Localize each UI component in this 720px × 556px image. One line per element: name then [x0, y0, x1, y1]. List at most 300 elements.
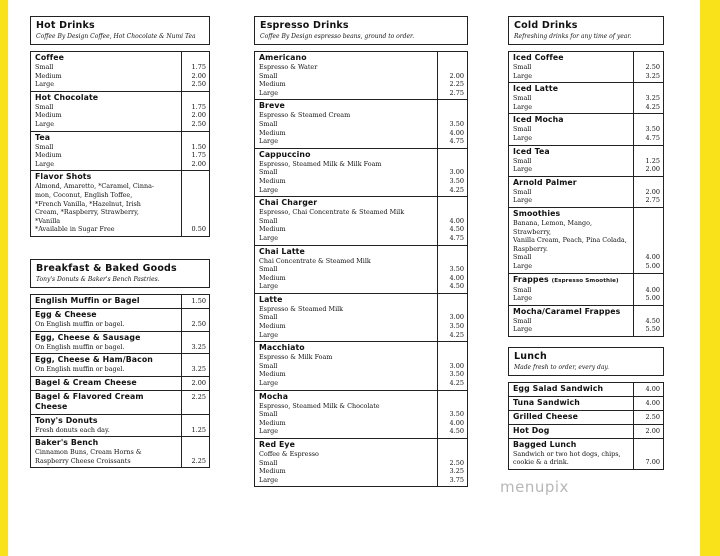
menu-item [509, 396, 663, 410]
menu-item-price: 1.50 [191, 142, 206, 151]
menu-item-name [513, 115, 629, 125]
menu-item-name [35, 378, 177, 388]
breakfast-list [30, 294, 210, 469]
menu-item-name-text: Iced Coffee [513, 53, 564, 62]
menu-item-price: 4.00 [645, 385, 660, 394]
menu-item-name [259, 101, 433, 111]
menu-item-name-text: Red Eye [259, 440, 295, 449]
menu-item-line: Small [513, 63, 532, 71]
menu-item-line: Medium [259, 128, 286, 137]
section-description: Coffee By Design espresso beans, ground to order. [260, 33, 415, 40]
menu-item-line: Large [259, 427, 278, 436]
menu-item-line: Large [259, 185, 278, 194]
menu-item-line: Medium [35, 151, 62, 160]
menu-item-line: On English muffin or bagel. [35, 319, 125, 328]
menu-item [509, 410, 663, 424]
menu-item-info [255, 439, 437, 486]
menu-item-line: Large [35, 159, 54, 168]
menu-item [255, 148, 467, 196]
menu-item-price: 4.75 [645, 133, 660, 142]
menu-item-line: Medium [259, 176, 286, 185]
menu-item-prices [437, 342, 467, 389]
menu-item-price: 1.75 [191, 151, 206, 160]
menu-item-info [31, 415, 181, 437]
menu-item-price: 3.25 [191, 365, 206, 374]
menu-item-line: Small [259, 168, 278, 177]
menu-item-info [509, 383, 633, 396]
menu-item-price: 4.25 [449, 185, 464, 194]
menu-item-line: Large [513, 261, 532, 270]
menu-item-price: 2.50 [191, 319, 206, 328]
menu-item-info [31, 309, 181, 331]
menu-item-price: 4.00 [449, 418, 464, 427]
menu-item-info [255, 246, 437, 293]
menu-item-name [35, 333, 177, 343]
menu-item-info [31, 437, 181, 467]
menu-item-line: Raspberry Cheese Croissants [35, 456, 131, 465]
menu-item-info [509, 274, 633, 305]
breakfast-header [30, 259, 210, 288]
menu-item-prices [181, 295, 209, 308]
menu-item-name [259, 392, 433, 402]
menu-item-line: Large [513, 133, 532, 142]
menu-item-prices [437, 246, 467, 293]
column-right [508, 16, 664, 470]
menu-item-price: 2.00 [191, 378, 206, 387]
menu-item-description: Espresso & Milk Foam [259, 353, 333, 362]
menu-item-price: 4.75 [449, 137, 464, 146]
menu-item-prices [181, 52, 209, 91]
menu-item [255, 245, 467, 293]
menu-item-name-text: Tuna Sandwich [513, 397, 580, 407]
menu-item-price: 4.50 [449, 427, 464, 436]
menu-item-info [255, 149, 437, 196]
menu-item-description: Chai Concentrate & Steamed Milk [259, 256, 371, 265]
menu-item-price: 1.75 [191, 102, 206, 111]
menu-item-info [31, 377, 181, 390]
section-title: Espresso Drinks [260, 20, 349, 31]
menu-item-price: 3.25 [449, 467, 464, 476]
menu-item-line: Small [259, 265, 278, 274]
menu-item-line: Small [513, 94, 532, 103]
menu-item-name [259, 343, 433, 353]
menu-item-price: 1.50 [191, 296, 206, 305]
menu-item-name-text: Chai Charger [259, 198, 318, 208]
menu-item-name-text: Baker's Bench [35, 438, 99, 448]
menu-item-info [255, 391, 437, 438]
menu-item-name [35, 296, 177, 306]
menu-item-prices [181, 354, 209, 376]
menu-item-prices [633, 177, 663, 207]
menu-item-name [35, 438, 177, 448]
menu-item-price: 0.50 [191, 225, 206, 234]
menu-item-name-text: Coffee [35, 53, 65, 62]
menu-item-name [35, 93, 177, 103]
menu-item [31, 390, 209, 414]
menu-item-name [35, 392, 177, 412]
menu-item-price: 1.25 [645, 156, 660, 165]
menu-item-line: Large [513, 196, 532, 205]
column-left [30, 16, 210, 468]
espresso-list [254, 51, 468, 487]
menu-item-line: Large [259, 88, 278, 97]
menu-item-line: Fresh donuts each day. [35, 425, 110, 434]
menu-item [255, 390, 467, 438]
menu-item-name-text: Breve [259, 101, 285, 111]
menu-item-price: 2.00 [645, 165, 660, 174]
menu-item-prices [181, 332, 209, 354]
menu-item [255, 438, 467, 486]
menu-item-name-text: Arnold Palmer [513, 177, 577, 187]
menu-item-description: Espresso, Steamed Milk & Milk Foam [259, 159, 382, 168]
menu-item-description: Coffee & Espresso [259, 450, 319, 458]
section-title: Cold Drinks [514, 20, 578, 31]
menu-item-prices [633, 425, 663, 438]
menu-item-line: *Available in Sugar Free [35, 225, 115, 234]
menu-item-name [513, 426, 629, 436]
menu-item-price: 2.50 [645, 412, 660, 421]
menu-item-line: Large [513, 102, 532, 111]
menu-item-line: Large [513, 71, 532, 80]
menu-item-name-text: Egg & Cheese [35, 309, 97, 319]
menu-item-line: Small [259, 410, 278, 419]
menu-item-price: 2.25 [191, 456, 206, 465]
menu-item-info [255, 197, 437, 244]
menu-item-price: 1.75 [191, 63, 206, 71]
menu-item-line: Small [259, 216, 278, 225]
menu-item-info [255, 100, 437, 147]
menu-item-name [259, 440, 433, 450]
menu-item-price: 4.00 [645, 253, 660, 262]
menu-item-line: Small [259, 458, 278, 467]
menu-item-price: 5.00 [645, 261, 660, 270]
menu-item-line: Raspberry. [513, 244, 548, 253]
menu-item-info [31, 332, 181, 354]
menu-item-info [509, 306, 633, 336]
section-title: Breakfast & Baked Goods [36, 262, 177, 274]
menu-item [509, 305, 663, 336]
menu-item-name [35, 355, 177, 365]
menu-item-price: 3.50 [449, 370, 464, 379]
menu-item-name-text: Tea [35, 132, 51, 142]
menu-item-price: 5.00 [645, 294, 660, 303]
menu-item-name-text: Smoothies [513, 208, 561, 218]
menu-item-line: Sandwich or two hot dogs, chips, [513, 449, 621, 458]
menu-item-price: 3.50 [449, 322, 464, 331]
menu-item-line: Large [35, 119, 54, 128]
menu-item-name [35, 416, 177, 426]
menu-item-name-text: Cappuccino [259, 149, 311, 159]
menu-item-price: 2.00 [191, 159, 206, 168]
menu-item-description: Espresso & Steamed Milk [259, 304, 344, 313]
menu-item-price: 3.00 [449, 313, 464, 322]
menu-item-prices [437, 149, 467, 196]
menu-item-info [255, 342, 437, 389]
menu-item-name [513, 398, 629, 408]
menu-item-prices [633, 411, 663, 424]
menu-item-info [31, 132, 181, 171]
menu-item [31, 91, 209, 131]
menu-item-name [513, 84, 629, 94]
menu-item-name [513, 307, 629, 317]
menu-item-name-text: Bagel & Cream Cheese [35, 377, 137, 387]
menu-item-price: 2.50 [645, 63, 660, 71]
menu-item-name [35, 133, 177, 143]
menu-item-prices [633, 439, 663, 469]
menu-item-description: Espresso, Steamed Milk & Chocolate [259, 401, 380, 410]
section-title: Hot Drinks [36, 20, 95, 31]
menu-item-price: 3.00 [449, 168, 464, 177]
menu-item-name [513, 209, 629, 219]
menu-item-line: Small [513, 285, 532, 294]
menu-item-line: Large [259, 137, 278, 146]
menu-item-name [513, 384, 629, 394]
menu-item-info [31, 171, 181, 236]
menu-item-prices [181, 309, 209, 331]
menu-item-price: 2.00 [191, 111, 206, 120]
menu-item-line: Small [259, 313, 278, 322]
menu-item-price: 4.00 [449, 128, 464, 137]
menu-item-line: Large [259, 282, 278, 291]
menu-item-line: Small [513, 253, 532, 262]
menu-item-prices [633, 83, 663, 113]
menu-item [255, 52, 467, 99]
menu-item-price: 4.25 [449, 330, 464, 339]
menu-item-name [259, 53, 433, 63]
lunch-list [508, 382, 664, 470]
menu-item-line: Medium [259, 322, 286, 331]
menu-item-description: Espresso & Water [259, 63, 318, 71]
menu-item-line: Large [259, 379, 278, 388]
menu-item-price: 2.25 [191, 392, 206, 401]
menu-item-line: Cinnamon Buns, Cream Horns & [35, 448, 142, 457]
menu-item-line: Small [259, 361, 278, 370]
menu-item-price: 5.50 [645, 325, 660, 334]
menu-item-info [509, 83, 633, 113]
menu-item-name-text: Egg, Cheese & Sausage [35, 332, 141, 342]
menu-item-price: 2.00 [191, 71, 206, 80]
menu-item-info [509, 425, 633, 438]
menu-item-price: 3.00 [449, 361, 464, 370]
menu-item-price: 4.75 [449, 233, 464, 242]
menu-item-name [513, 53, 629, 63]
menu-item-name-text: Chai Latte [259, 246, 305, 256]
watermark: menupix [500, 478, 569, 496]
menu-item-line: Medium [259, 273, 286, 282]
menu-item-price: 3.50 [449, 265, 464, 274]
menu-item-prices [181, 377, 209, 390]
menu-item-line: *Vanilla [35, 216, 61, 225]
menu-item [31, 52, 209, 91]
menu-item [255, 99, 467, 147]
menu-item-name-text: Macchiato [259, 343, 305, 353]
menu-item-line: Large [513, 165, 532, 174]
menu-item-line: mon, Coconut, English Toffee, [35, 190, 133, 199]
menu-item-price: 2.75 [449, 88, 464, 97]
menu-item-info [255, 294, 437, 341]
menu-item-note: (Espresso Smoothie) [551, 277, 619, 284]
menu-item [255, 196, 467, 244]
menu-item [255, 341, 467, 389]
menu-item-info [509, 52, 633, 82]
hot-drinks-list [30, 51, 210, 237]
menu-item [509, 176, 663, 207]
menu-item-price: 4.00 [645, 285, 660, 294]
menu-item-prices [633, 306, 663, 336]
menu-item-line: Medium [259, 225, 286, 234]
menu-item-line: Medium [35, 71, 62, 80]
menu-item [509, 424, 663, 438]
menu-item-price: 2.50 [191, 80, 206, 89]
menu-item-prices [437, 100, 467, 147]
menu-item [255, 293, 467, 341]
menu-item-line: Medium [259, 467, 286, 476]
menu-item-name-text: Latte [259, 294, 283, 304]
section-description: Made fresh to order, every day. [514, 363, 609, 371]
menu-item-line: On English muffin or bagel. [35, 365, 125, 374]
menu-item-description: Espresso & Steamed Cream [259, 111, 351, 120]
menu-item [509, 273, 663, 305]
menu-item [509, 52, 663, 82]
menu-item-prices [633, 52, 663, 82]
menu-item [31, 131, 209, 171]
section-title: Lunch [514, 350, 547, 362]
menu-item-prices [181, 415, 209, 437]
menu-item-prices [633, 114, 663, 144]
menu-item-name-text: Bagged Lunch [513, 439, 577, 449]
menu-item-name-text: Grilled Cheese [513, 411, 579, 421]
menu-item-price: 3.50 [449, 119, 464, 128]
menu-item-info [31, 295, 181, 308]
menu-item-prices [633, 208, 663, 273]
menu-item-info [509, 439, 633, 469]
menu-item-price: 4.25 [449, 379, 464, 388]
menu-item-price: 2.50 [191, 119, 206, 128]
menu-item-line: Medium [259, 370, 286, 379]
menu-item-name [513, 147, 629, 157]
menu-item [31, 414, 209, 437]
menu-item-line: Small [259, 119, 278, 128]
menu-item [509, 207, 663, 273]
menu-item-prices [633, 146, 663, 176]
menu-item-line: Small [35, 142, 54, 151]
menu-item-price: 1.25 [191, 425, 206, 434]
menu-item-prices [437, 52, 467, 99]
menu-item-info [509, 114, 633, 144]
menu-item [31, 436, 209, 467]
menu-item-description: Espresso, Chai Concentrate & Steamed Milk [259, 208, 405, 217]
section-description: Tony's Donuts & Baker's Bench Pastries. [36, 275, 160, 283]
menu-item-line: Small [35, 63, 54, 71]
menu-item [31, 331, 209, 354]
menu-item-name-text: Iced Mocha [513, 115, 564, 125]
menu-item-prices [437, 439, 467, 486]
menu-item-info [31, 391, 181, 414]
menu-item-name [259, 247, 433, 257]
menu-item [31, 308, 209, 331]
menu-item-info [31, 52, 181, 91]
menu-item-name-text: Egg, Cheese & Ham/Bacon [35, 355, 153, 365]
menu-item-line: Medium [259, 418, 286, 427]
menu-item-price: 4.00 [449, 216, 464, 225]
lunch-header [508, 347, 664, 376]
menu-item-prices [181, 92, 209, 131]
menu-item-price: 7.00 [645, 458, 660, 467]
left-yellow-edge [0, 0, 8, 556]
menu-item-name-text: English Muffin or Bagel [35, 295, 140, 305]
menu-item-info [509, 397, 633, 410]
menu-item-prices [181, 391, 209, 414]
menu-item-price: 3.50 [449, 176, 464, 185]
menu-item-name-text: Egg Salad Sandwich [513, 383, 604, 393]
menu-item-line: Large [513, 325, 532, 334]
cold-drinks-header [508, 16, 664, 45]
menu-item-name [259, 295, 433, 305]
menu-item-name [513, 178, 629, 188]
menu-item [509, 82, 663, 113]
menu-item-price: 3.25 [645, 71, 660, 80]
right-yellow-edge [700, 0, 720, 556]
menu-item-prices [633, 397, 663, 410]
menu-item-name-text: Iced Latte [513, 84, 559, 94]
menu-item-info [255, 52, 437, 99]
menu-item-prices [633, 274, 663, 305]
menu-item-name [35, 53, 177, 63]
menu-item-info [509, 411, 633, 424]
menu-item-prices [633, 383, 663, 396]
menu-item-prices [437, 197, 467, 244]
menu-item-price: 2.75 [645, 196, 660, 205]
espresso-header [254, 16, 468, 45]
menu-item-prices [437, 294, 467, 341]
menu-item-prices [181, 171, 209, 236]
menu-item-name-text: Bagel & Flavored Cream Cheese [35, 391, 144, 411]
menu-item-price: 2.50 [449, 458, 464, 467]
menu-item-name-text: Americano [259, 53, 307, 62]
menu-item-line: Cream, *Raspberry, Strawberry, [35, 208, 139, 217]
menu-item-price: 4.00 [645, 398, 660, 407]
menu-item-price: 4.25 [645, 102, 660, 111]
menu-item-line: Small [513, 125, 532, 134]
menu-item [509, 383, 663, 396]
menu-item-info [509, 208, 633, 273]
menu-item-price: 3.50 [645, 125, 660, 134]
menu-item-line: Medium [259, 80, 286, 89]
menu-item-line: Large [259, 330, 278, 339]
menu-item-price: 3.75 [449, 475, 464, 484]
menu-item-price: 4.00 [449, 273, 464, 282]
menu-item-line: Small [259, 71, 278, 80]
menu-item-info [509, 146, 633, 176]
menu-item-name-text: Tony's Donuts [35, 415, 98, 425]
hot-drinks-header [30, 16, 210, 45]
menu-item-line: Vanilla Cream, Peach, Pina Colada, [513, 236, 627, 245]
menu-item-price: 2.00 [645, 427, 660, 436]
menu-item-name [259, 150, 433, 160]
menu-item [509, 113, 663, 144]
menu-item-line: Large [259, 475, 278, 484]
menu-item-price: 2.25 [449, 80, 464, 89]
menu-item-price: 2.00 [449, 71, 464, 80]
menu-item-info [31, 92, 181, 131]
menu-item-line: Large [35, 80, 54, 89]
menu-item-price: 3.25 [645, 94, 660, 103]
menu-item-line: Almond, Amaretto, *Caramel, Cinna- [35, 182, 155, 191]
menu-item-line: Small [513, 187, 532, 196]
menu-item-name [513, 412, 629, 422]
menu-item [31, 170, 209, 236]
menu-item-name [35, 172, 177, 182]
